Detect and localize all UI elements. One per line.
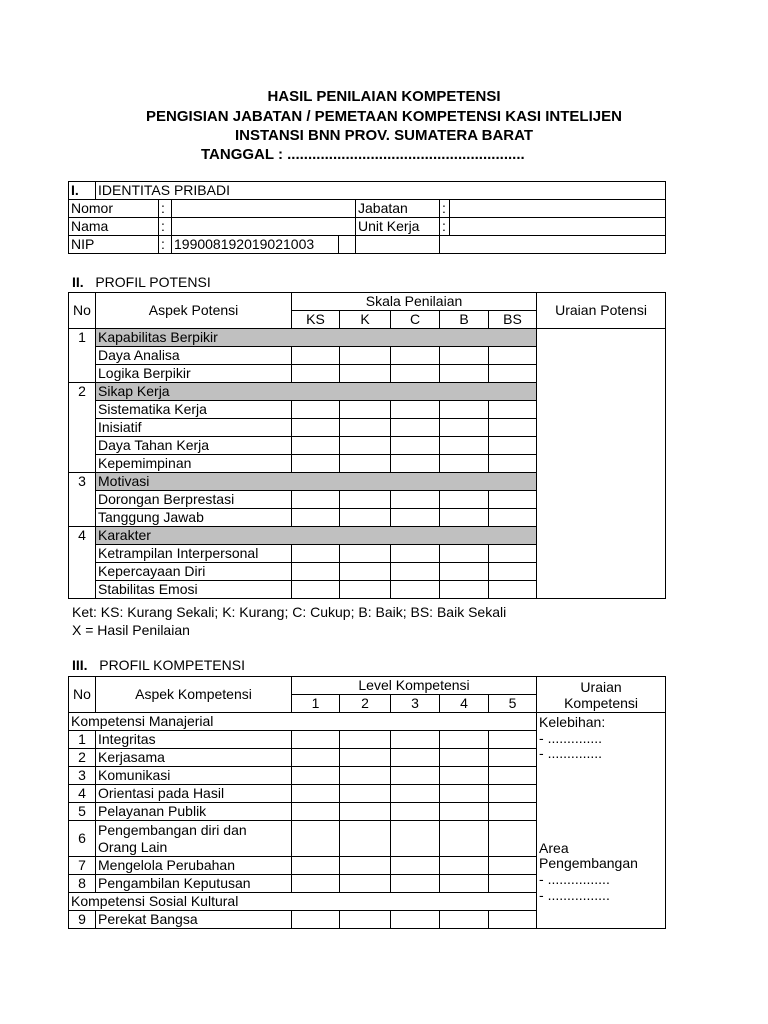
aspek-item: Daya Analisa	[96, 347, 292, 365]
nomor-label: Nomor	[69, 200, 159, 218]
section-heading	[72, 657, 245, 673]
aspek-item: Dorongan Berprestasi	[96, 491, 292, 509]
level-cell	[292, 875, 340, 893]
aspek-item: Stabilitas Emosi	[96, 581, 292, 599]
colon: :	[440, 200, 450, 218]
score-cell	[292, 347, 340, 365]
level-cell	[340, 731, 391, 749]
area-label: Area	[539, 839, 569, 856]
col-uraian-header: Uraian Potensi	[537, 293, 666, 329]
level-cell	[292, 803, 340, 821]
level-cell	[489, 749, 537, 767]
jabatan-label: Jabatan	[356, 200, 440, 218]
item-number: 9	[69, 911, 96, 929]
score-cell	[391, 581, 440, 599]
uraian-header-line: Kompetensi	[564, 694, 639, 711]
unit-kerja-label: Unit Kerja	[356, 218, 440, 236]
spacer	[539, 824, 663, 840]
section-number: III.	[72, 657, 88, 673]
group-name: Karakter	[96, 527, 537, 545]
aspek-item: Tanggung Jawab	[96, 509, 292, 527]
score-cell	[489, 545, 537, 563]
colon: :	[159, 200, 172, 218]
score-cell	[489, 455, 537, 473]
aspek-item: Orientasi pada Hasil	[96, 785, 292, 803]
score-cell	[489, 581, 537, 599]
score-cell	[292, 365, 340, 383]
score-cell	[440, 401, 489, 419]
nomor-value	[172, 200, 356, 218]
group-name: Sikap Kerja	[96, 383, 537, 401]
score-cell	[340, 509, 391, 527]
score-cell	[340, 419, 391, 437]
score-cell	[440, 581, 489, 599]
level-cell	[391, 767, 440, 785]
level-cell	[489, 857, 537, 875]
empty-cell	[339, 236, 356, 254]
level-cell	[440, 821, 489, 857]
level-cell	[391, 821, 440, 857]
score-cell	[391, 365, 440, 383]
aspek-item: Inisiatif	[96, 419, 292, 437]
col-aspek-header: Aspek Kompetensi	[96, 677, 292, 713]
aspek-item: Daya Tahan Kerja	[96, 437, 292, 455]
aspek-item: Mengelola Perubahan	[96, 857, 292, 875]
spacer	[539, 808, 663, 824]
item-number: 5	[69, 803, 96, 821]
item-number: 4	[69, 785, 96, 803]
col-level-header: Level Kompetensi	[292, 677, 537, 695]
score-cell	[391, 509, 440, 527]
legend-note: Ket: KS: Kurang Sekali; K: Kurang; C: Cukup; B: Baik; BS: Baik Sekali	[72, 604, 507, 620]
score-cell	[489, 437, 537, 455]
uraian-header-line: Uraian	[580, 678, 622, 695]
empty-cell	[356, 236, 440, 254]
aspek-item: Pengambilan Keputusan	[96, 875, 292, 893]
aspek-item: Kerjasama	[96, 749, 292, 767]
score-cell	[391, 563, 440, 581]
level-header: 3	[391, 695, 440, 713]
group-number: 3	[69, 473, 96, 527]
level-cell	[489, 767, 537, 785]
level-cell	[340, 749, 391, 767]
level-cell	[440, 911, 489, 929]
jabatan-value	[450, 200, 666, 218]
score-cell	[391, 455, 440, 473]
score-cell	[292, 509, 340, 527]
aspek-item: Pelayanan Publik	[96, 803, 292, 821]
aspek-item: Komunikasi	[96, 767, 292, 785]
level-cell	[489, 911, 537, 929]
section-title: PROFIL POTENSI	[95, 274, 211, 290]
group-row	[69, 713, 666, 731]
score-cell	[340, 347, 391, 365]
section-heading	[72, 274, 211, 290]
score-cell	[489, 509, 537, 527]
score-cell	[292, 419, 340, 437]
group-number: 4	[69, 527, 96, 599]
level-header: 2	[340, 695, 391, 713]
score-cell	[340, 491, 391, 509]
score-cell	[391, 491, 440, 509]
level-cell	[440, 749, 489, 767]
score-cell	[391, 347, 440, 365]
level-cell	[489, 803, 537, 821]
nama-label: Nama	[69, 218, 159, 236]
score-cell	[292, 437, 340, 455]
level-cell	[340, 785, 391, 803]
potensi-table	[68, 292, 666, 599]
section-number: I.	[69, 182, 96, 200]
score-cell	[391, 419, 440, 437]
level-cell	[292, 911, 340, 929]
score-cell	[292, 563, 340, 581]
col-uraian-header	[537, 677, 666, 713]
scale-header: C	[391, 311, 440, 329]
item-number: 6	[69, 821, 96, 857]
score-cell	[440, 491, 489, 509]
score-cell	[340, 365, 391, 383]
scale-header: BS	[489, 311, 537, 329]
level-cell	[340, 911, 391, 929]
score-cell	[340, 563, 391, 581]
placeholder-line: - ................	[539, 886, 610, 903]
kompetensi-table	[68, 676, 666, 929]
item-number: 8	[69, 875, 96, 893]
identitas-table	[68, 181, 666, 254]
level-cell	[391, 857, 440, 875]
aspek-item: Sistematika Kerja	[96, 401, 292, 419]
level-cell	[292, 857, 340, 875]
score-cell	[340, 401, 391, 419]
score-cell	[440, 419, 489, 437]
score-cell	[440, 545, 489, 563]
nip-label: NIP	[69, 236, 159, 254]
score-cell	[292, 581, 340, 599]
nip-value: 199008192019021003	[172, 236, 339, 254]
score-cell	[391, 545, 440, 563]
level-cell	[391, 911, 440, 929]
score-cell	[340, 437, 391, 455]
score-cell	[440, 365, 489, 383]
area-label: Pengembangan	[539, 855, 638, 872]
level-cell	[489, 785, 537, 803]
section-number: II.	[72, 274, 84, 290]
scale-header: KS	[292, 311, 340, 329]
aspek-item: Kepemimpinan	[96, 455, 292, 473]
score-cell	[489, 347, 537, 365]
kelebihan-label: Kelebihan:	[539, 714, 606, 730]
level-cell	[440, 875, 489, 893]
col-aspek-header: Aspek Potensi	[96, 293, 292, 329]
level-cell	[440, 803, 489, 821]
doc-subtitle: PENGISIAN JABATAN / PEMETAAN KOMPETENSI KASI INTELIJEN	[146, 108, 622, 125]
aspek-item: Ketrampilan Interpersonal	[96, 545, 292, 563]
score-cell	[440, 563, 489, 581]
group-number: 1	[69, 329, 96, 383]
level-cell	[440, 731, 489, 749]
doc-date: TANGGAL : .........................................................	[201, 146, 525, 163]
col-skala-header: Skala Penilaian	[292, 293, 537, 311]
placeholder-line: - ..............	[539, 745, 603, 762]
score-cell	[340, 545, 391, 563]
group-name: Motivasi	[96, 473, 537, 491]
col-no-header: No	[69, 677, 96, 713]
level-cell	[340, 803, 391, 821]
score-cell	[489, 419, 537, 437]
level-cell	[391, 749, 440, 767]
level-cell	[391, 875, 440, 893]
colon: :	[159, 218, 172, 236]
level-header: 5	[489, 695, 537, 713]
nama-value	[172, 218, 356, 236]
section-title: IDENTITAS PRIBADI	[96, 182, 666, 200]
score-cell	[440, 509, 489, 527]
score-cell	[292, 455, 340, 473]
level-cell	[440, 767, 489, 785]
score-cell	[440, 437, 489, 455]
score-cell	[292, 545, 340, 563]
aspek-item: Integritas	[96, 731, 292, 749]
group-name: Kapabilitas Berpikir	[96, 329, 537, 347]
spacer	[539, 761, 663, 777]
level-cell	[489, 821, 537, 857]
aspek-item: Logika Berpikir	[96, 365, 292, 383]
uraian-potensi-cell	[537, 329, 666, 599]
colon: :	[440, 218, 450, 236]
group-number: 2	[69, 383, 96, 473]
doc-title: HASIL PENILAIAN KOMPETENSI	[267, 88, 501, 105]
score-cell	[489, 563, 537, 581]
uraian-kompetensi-cell	[537, 713, 666, 929]
score-cell	[489, 401, 537, 419]
score-cell	[489, 491, 537, 509]
level-cell	[292, 767, 340, 785]
score-cell	[292, 401, 340, 419]
aspek-item: Perekat Bangsa	[96, 911, 292, 929]
group-name: Kompetensi Sosial Kultural	[69, 893, 537, 911]
item-number: 7	[69, 857, 96, 875]
section-title: PROFIL KOMPETENSI	[99, 657, 245, 673]
item-number: 2	[69, 749, 96, 767]
score-cell	[340, 455, 391, 473]
level-cell	[440, 857, 489, 875]
level-header: 4	[440, 695, 489, 713]
spacer	[539, 777, 663, 793]
placeholder-line: - ..............	[539, 729, 603, 746]
level-cell	[292, 749, 340, 767]
level-cell	[340, 875, 391, 893]
level-cell	[489, 731, 537, 749]
aspek-item: Kepercayaan Diri	[96, 563, 292, 581]
level-cell	[489, 875, 537, 893]
score-cell	[391, 437, 440, 455]
level-cell	[391, 731, 440, 749]
level-cell	[391, 803, 440, 821]
level-header: 1	[292, 695, 340, 713]
placeholder-line: - ................	[539, 870, 610, 887]
scale-header: B	[440, 311, 489, 329]
score-cell	[440, 347, 489, 365]
score-cell	[340, 581, 391, 599]
score-cell	[391, 401, 440, 419]
empty-cell	[440, 236, 666, 254]
level-cell	[340, 821, 391, 857]
colon: :	[159, 236, 172, 254]
aspek-item: Pengembangan diri dan Orang Lain	[96, 821, 292, 857]
level-cell	[292, 731, 340, 749]
doc-institution: INSTANSI BNN PROV. SUMATERA BARAT	[234, 127, 534, 144]
score-cell	[489, 365, 537, 383]
item-number: 1	[69, 731, 96, 749]
level-cell	[340, 857, 391, 875]
level-cell	[292, 785, 340, 803]
level-cell	[292, 821, 340, 857]
level-cell	[440, 785, 489, 803]
group-row	[69, 329, 666, 347]
level-cell	[391, 785, 440, 803]
spacer	[539, 792, 663, 808]
result-note: X = Hasil Penilaian	[72, 622, 190, 638]
unit-kerja-value	[450, 218, 666, 236]
scale-header: K	[340, 311, 391, 329]
score-cell	[292, 491, 340, 509]
group-name: Kompetensi Manajerial	[69, 713, 537, 731]
level-cell	[340, 767, 391, 785]
col-no-header: No	[69, 293, 96, 329]
score-cell	[440, 455, 489, 473]
item-number: 3	[69, 767, 96, 785]
